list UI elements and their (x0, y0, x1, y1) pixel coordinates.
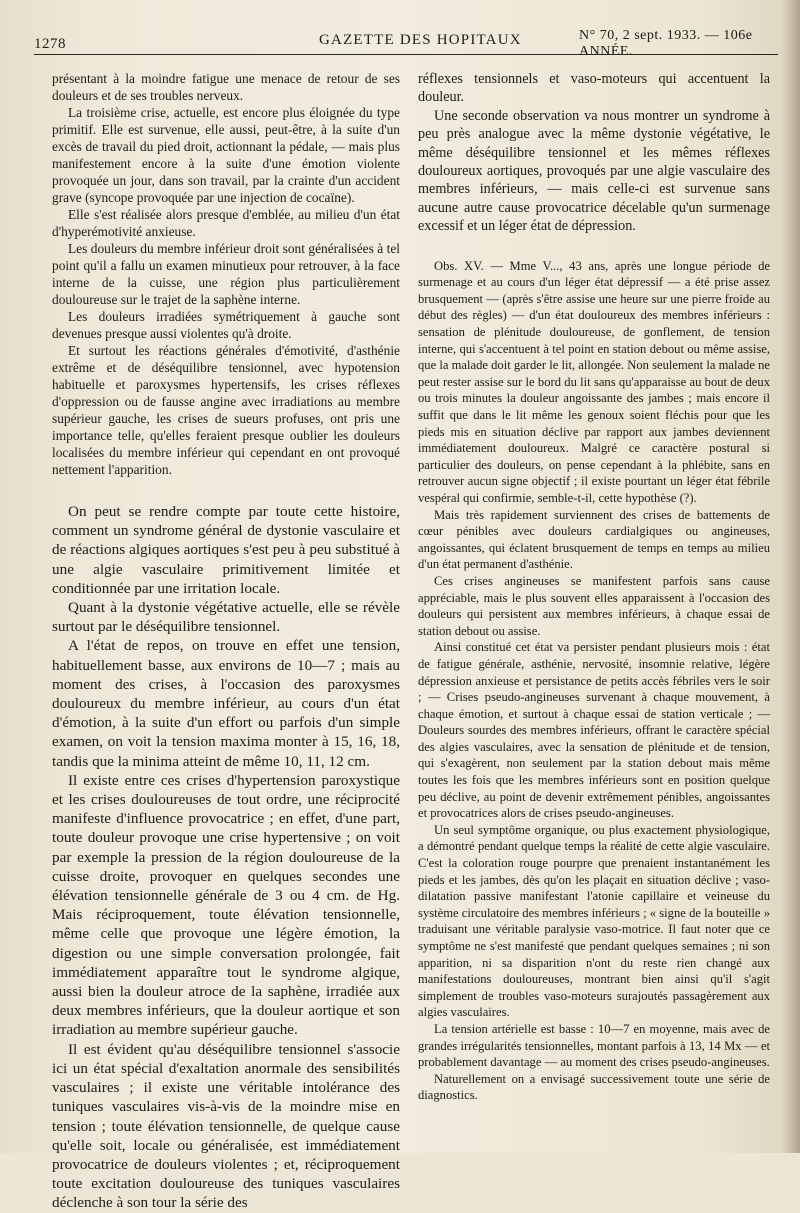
paragraph: On peut se rendre compte par toute cette histoire, comment un syndrome général de dystonie vasculaire et de réactions algiques aortiques s'est peu à peu substitué à une algie vasculaire primitivement limitée et conditionnée par une irritation locale. (52, 503, 400, 597)
paragraph: Une seconde observation va nous montrer un syndrome à peu près analogue avec la même dystonie végétative, le même déséquilibre tensionnel et les mêmes réflexes douloureux aortiques, provoqués par une algie vasculaire des membres inférieurs, — mais celle-ci est survenue sans aucune autre cause provocatrice décelable qu'un surmenage excessif et un léger état de dépression. (418, 107, 770, 235)
paragraph: Et surtout les réactions générales d'émotivité, d'asthénie extrême et de déséquilibre tensionnel, avec hypotension habituelle et paroxysmes hypertensifs, les crises réflexes d'oppression ou de fausse angine avec irradiations au membre supérieur gauche, les crises de sueurs profuses, ont pris une importance telle, qu'elles feraient presque oublier les douleurs localisées du membre inférieur qui cependant en ont provoqué nettement l'apparition. (52, 343, 400, 477)
issue-info: N° 70, 2 sept. 1933. — 106e ANNÉE. (579, 28, 753, 59)
right-column (418, 70, 770, 1104)
paragraph: Les douleurs irradiées symétriquement à gauche sont devenues presque aussi violentes qu'à droite. (52, 309, 400, 341)
paragraph: présentant à la moindre fatigue une menace de retour de ses douleurs et de ses troubles nerveux. (52, 71, 400, 103)
paragraph: Les douleurs du membre inférieur droit sont généralisées à tel point qu'il a fallu un examen minutieux pour retrouver, à la face interne de la cuisse, une région plus particulièrement douloureuse sur le trajet de la saphène interne. (52, 241, 400, 307)
paragraph: A l'état de repos, on trouve en effet une tension, habituellement basse, aux environs de 10—7 ; mais au moment des crises, à l'occasion des paroxysmes douloureux du membre inférieur, au cours d'un état d'émotion, à la suite d'un effort ou parfois d'un simple examen, on voit la tension maxima monter à 15, 16, 18, tandis que la minima atteint de même 10, 11, 12 cm. (52, 637, 400, 770)
paragraph: Ainsi constitué cet état va persister pendant plusieurs mois : état de fatigue générale, asthénie, nervosité, insomnie relative, légère dépression anxieuse et persistance de petits accès fébriles vers le soir ; — Crises pseudo-angineuses survenant à chaque mouvement, à chaque émotion, et surtout à chaque essai de station verticale ; — Douleurs sourdes des membres inférieurs, offrant le caractère spécial des algies vasculaires, avec la sensation de plénitude et de tension, qui s'exagèrent, non seulement par la station debout mais même toutes les fois que les membres inférieurs sont en position quelque peu déclive, au point de devenir extrêmement pénibles, angoissantes et provocatrices alors de crises pseudo-angineuses. (418, 640, 770, 821)
observation-paragraph: Obs. XV. — Mme V..., 43 ans, après une longue période de surmenage et au cours d'un léger état dépressif — a été prise assez brusquement — (après s'être assise une heure sur une pierre froide au début des règles) — d'un état douloureux des membres inférieurs : sensation de plénitude douloureuse, de gonflement, de tension interne, qui s'accentuent à tel point en station debout ou même assise, que la malade doit garder le lit, allongée. Non seulement la malade ne peut rester assise sur le bord du lit sans qu'apparaisse au bout de deux ou trois minutes la douleur angoissante des jambes ; mais encore il suffit que dans le lit même les genoux soient fléchis pour que les pieds mis en situation déclive par rapport aux jambes deviennent immédiatement douloureux. Malgré ce caractère postural si particulier des douleurs, on pense cependant à la phlébite, sans en retrouver aucun signe objectif ; il existe pourtant un léger état fébrile vespéral qui confirmie, semble-t-il, cette hypothèse (?). (418, 258, 770, 505)
page-header (34, 24, 779, 59)
paragraph: Quant à la dystonie végétative actuelle, elle se révèle surtout par le déséquilibre tensionnel. (52, 599, 400, 636)
page-number: 1278 (34, 36, 66, 52)
paragraph: Elle s'est réalisée alors presque d'emblée, au milieu d'un état d'hyperémotivité anxieuse. (52, 207, 400, 239)
paragraph: Un seul symptôme organique, ou plus exactement physiologique, a démontré pendant quelque temps la réalité de cette algie vasculaire. C'est la coloration rouge pourpre que prenaient instantanément les pieds et les jambes, dès qu'on les plaçait en situation déclive ; vaso-dilatation passive manifestant l'atonie capillaire et veineuse du système circulatoire des membres inférieurs ; « signe de la bouteille » traduisant une véritable paralysie vaso-motrice. Il faut noter que ce symptôme ne s'est manifesté que pendant quelques semaines ; ni son apparition, ni sa disparition n'ont du reste rien changé aux manifestations douloureuses, montrant bien ainsi qu'il s'agit simplement de troubles vaso-moteurs surajoutés passagèrement aux algies vasculaires. (418, 822, 770, 1020)
paragraph: Naturellement on a envisagé successivement toute une série de diagnostics. (418, 1071, 770, 1103)
paragraph: Ces crises angineuses se manifestent parfois sans cause appréciable, mais le plus souvent elles apparaissent à l'occasion des douleurs qui persistent aux membres inférieurs, à chaque essai de station debout ou assise. (418, 573, 770, 638)
header-rule (34, 54, 778, 55)
paragraph: réflexes tensionnels et vaso-moteurs qui accentuent la douleur. (418, 71, 770, 106)
left-column (52, 70, 400, 1213)
paragraph: Mais très rapidement surviennent des crises de battements de cœur pénibles avec douleurs cardialgiques ou angineuses, angoissantes, qui éclatent brusquement de temps en temps au milieu d'un état permanent d'asthénie. (418, 507, 770, 572)
paragraph: Il est évident qu'au déséquilibre tensionnel s'associe ici un état spécial d'exaltation anormale des sensibilités vasculaires ; il existe une véritable intolérance des tuniques vasculaires vis-à-vis de la moindre mise en tension ; toute élévation tensionnelle, de quelque cause qu'elle soit, locale ou généralisée, est immédiatement provocatrice de douleurs violentes ; et, réciproquement toute excitation douloureuse des tuniques vasculaires déclenche à son tour la série des (52, 1040, 400, 1212)
page-edge-shadow (782, 0, 800, 1153)
paragraph: La tension artérielle est basse : 10—7 en moyenne, mais avec de grandes irrégularités tensionnelles, montant parfois à 13, 14 Mx — et probablement davantage — au moment des crises pseudo-angineuses. (418, 1021, 770, 1070)
paragraph: La troisième crise, actuelle, est encore plus éloignée du type primitif. Elle est survenue, elle aussi, peut-être, à la suite d'un excès de travail du pied droit, actionnant la pédale, — mais plus manifestement encore à la suite d'une émotion violente provoquée un jour, dans son travail, par la crainte d'un accident grave (syncope provoquée par une injection de cocaïne). (52, 105, 400, 205)
journal-title: GAZETTE DES HOPITAUX (319, 32, 522, 48)
paragraph: Il existe entre ces crises d'hypertension paroxystique et les crises douloureuses de tout ordre, une réciprocité manifeste d'influence provocatrice ; en effet, d'une part, toute douleur provoque une crise hypertensive ; on voit par exemple la pression de la région douloureuse de la cuisse droite, provoquer en quelques secondes une élévation tensionnelle générale de 3 ou 4 cm. de Hg. Mais réciproquement, toute élévation tensionnelle, même celle que provoque une légère émotion, la digestion ou une simple conversation prolongée, fait immédiatement apparaître tout le syndrome algique, aussi bien la douleur atroce de la saphène, irradiée aux deux membres inférieurs, que la douleur aortique et son irradiation au membre supérieur gauche. (52, 771, 400, 1039)
